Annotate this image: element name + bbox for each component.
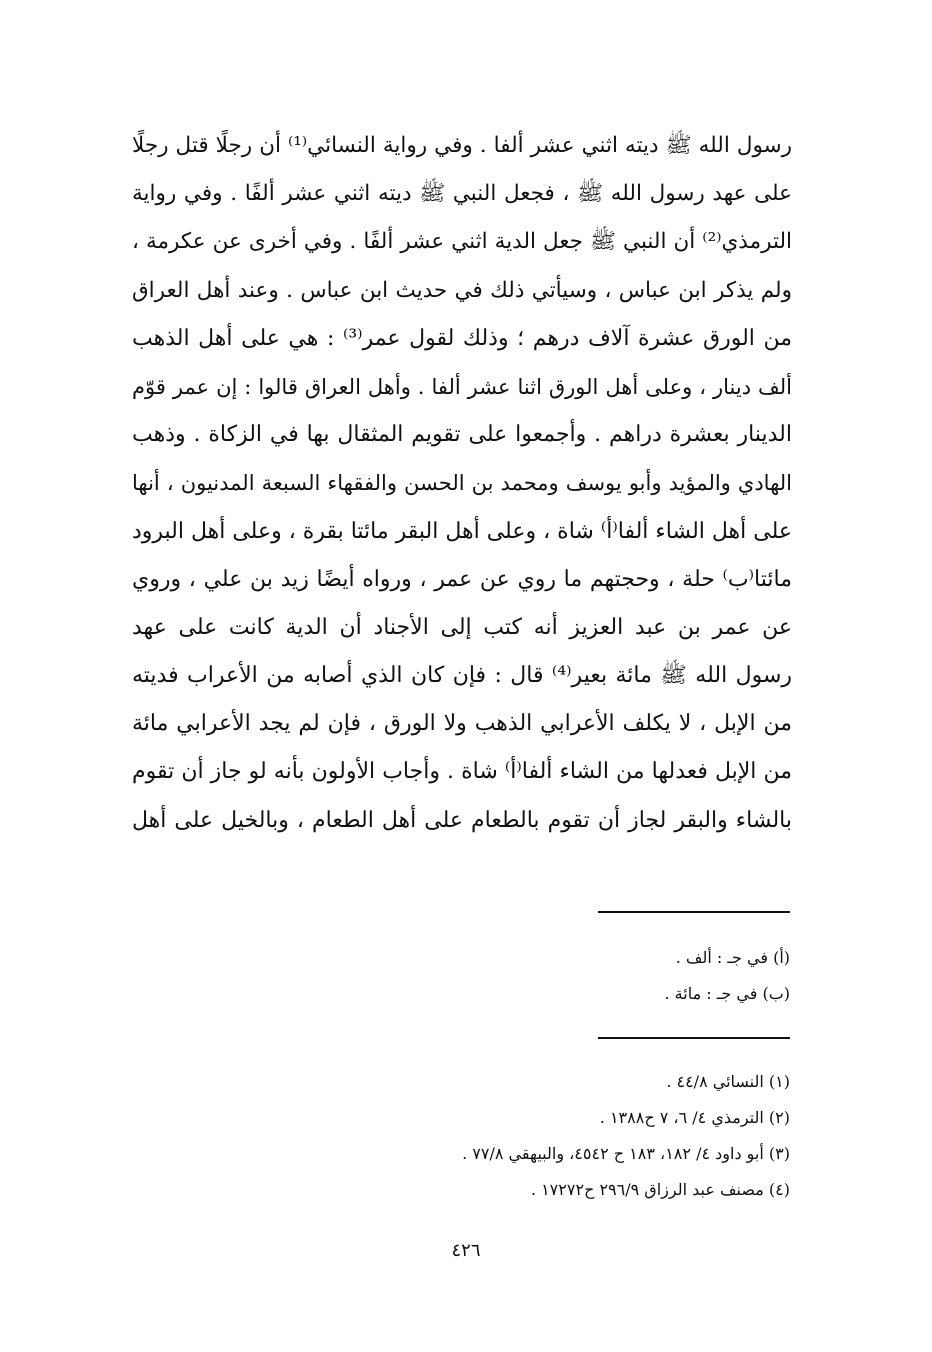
body-line: من الإبل فعدلها من الشاء ألفا⁽أ⁾ شاة . وأجاب الأولون بأنه لو جاز أن تقوم	[132, 759, 792, 785]
variant-note: (أ) في جـ : ألف .	[675, 948, 790, 967]
body-line: ألف دينار ، وعلى أهل الورق اثنا عشر ألفا . وأهل العراق قالوا : إن عمر قوّم	[132, 374, 792, 399]
body-line: من الإبل ، لا يكلف الأعرابي الذهب ولا الورق ، فإن لم يجد الأعرابي مائة	[132, 711, 792, 737]
body-line: عن عمر بن عبد العزيز أنه كتب إلى الأجناد أن الدية كانت على عهد	[132, 614, 792, 640]
body-line: ولم يذكر ابن عباس ، وسيأتي ذلك في حديث ابن عباس . وعند أهل العراق	[132, 277, 792, 303]
page-number: ٤٢٦	[451, 1240, 481, 1261]
body-line: من الورق عشرة آلاف درهم ؛ وذلك لقول عمر⁽³⁾ : هي على أهل الذهب	[132, 325, 792, 351]
body-line: الدينار بعشرة دراهم . وأجمعوا على تقويم المثقال بها في الزكاة . وذهب	[132, 422, 792, 448]
main-body-text	[132, 122, 792, 845]
body-line: بالشاء والبقر لجاز أن تقوم بالطعام على أهل الطعام ، وبالخيل على أهل	[132, 807, 792, 833]
body-line: على أهل الشاء ألفا⁽أ⁾ شاة ، وعلى أهل البقر مائتا بقرة ، وعلى أهل البرود	[132, 518, 792, 544]
reference-note: (٣) أبو داود ٤/ ١٨٢، ١٨٣ ح ٤٥٤٢، والبيهقي ٧٧/٨ .	[462, 1144, 790, 1163]
footnote-divider	[598, 911, 790, 913]
footnote-divider	[598, 1037, 790, 1039]
body-line: الهادي والمؤيد وأبو يوسف ومحمد بن الحسن والفقهاء السبعة المدنيون ، أنها	[132, 471, 792, 496]
reference-footnotes	[230, 1064, 790, 1208]
reference-note: (١) النسائي ٤٤/٨ .	[666, 1072, 790, 1091]
reference-note: (٢) الترمذي ٤/ ٦، ٧ ح١٣٨٨ .	[599, 1108, 790, 1127]
body-line: مائتا⁽ب⁾ حلة ، وحجتهم ما روي عن عمر ، ورواه أيضًا زيد بن علي ، وروي	[132, 566, 792, 592]
body-line: رسول الله ﷺ مائة بعير⁽⁴⁾ قال : فإن كان الذي أصابه من الأعراب فديته	[132, 663, 792, 689]
body-line: على عهد رسول الله ﷺ ، فجعل النبي ﷺ ديته اثني عشر ألفًا . وفي رواية	[132, 181, 792, 207]
reference-note: (٤) مصنف عبد الرزاق ٢٩٦/٩ ح١٧٢٧٢ .	[530, 1180, 790, 1199]
variant-footnotes	[370, 940, 790, 1012]
body-line: الترمذي⁽²⁾ أن النبي ﷺ جعل الدية اثني عشر ألفًا . وفي أخرى عن عكرمة ،	[132, 229, 792, 255]
body-line: رسول الله ﷺ ديته اثني عشر ألفا . وفي رواية النسائي⁽¹⁾ أن رجلًا قتل رجلًا	[132, 133, 792, 158]
variant-note: (ب) في جـ : مائة .	[664, 984, 790, 1003]
